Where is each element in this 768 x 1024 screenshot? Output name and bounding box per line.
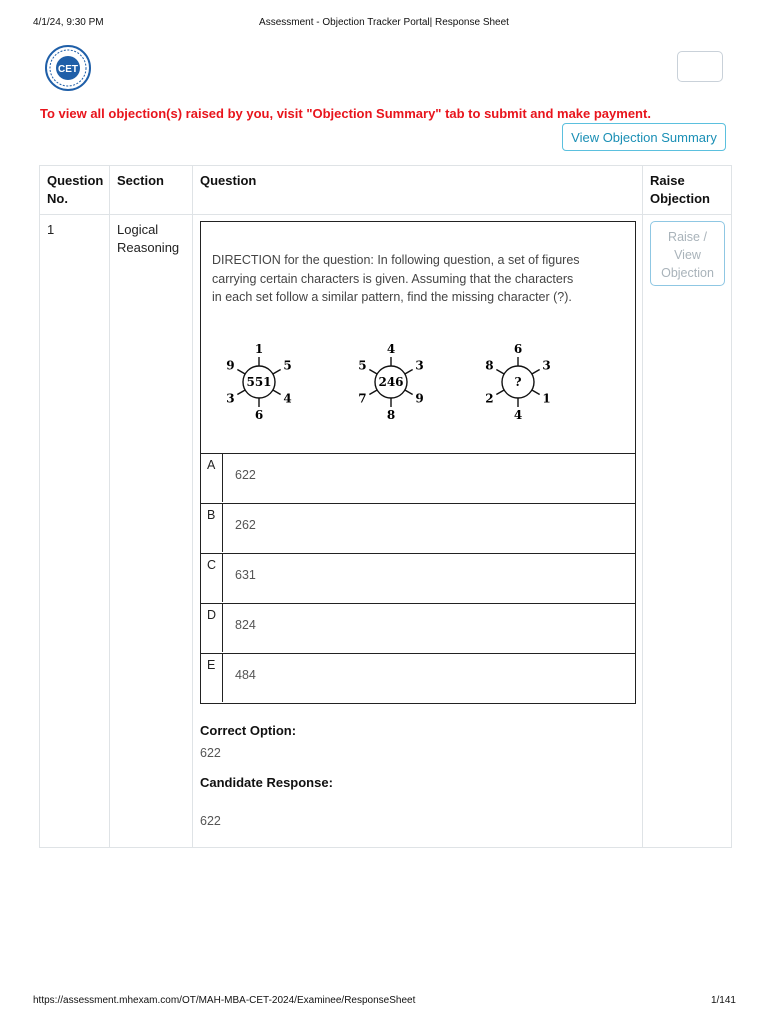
figure-label-top-left: 8 bbox=[485, 358, 494, 373]
figure-label-top-right: 5 bbox=[283, 358, 292, 373]
figure-spoke-bottom-left bbox=[496, 390, 504, 395]
raise-view-objection-button[interactable]: Raise / View Objection bbox=[650, 221, 725, 286]
print-title: Assessment - Objection Tracker Portal| Response Sheet bbox=[259, 17, 509, 28]
print-header bbox=[0, 15, 768, 31]
figure-spoke-bottom-left bbox=[369, 390, 377, 395]
question-box bbox=[200, 221, 636, 454]
option-letter: C bbox=[201, 554, 223, 602]
figure-label-bottom-right: 4 bbox=[283, 391, 292, 406]
figure-spoke-top-right bbox=[532, 370, 540, 375]
question-direction: DIRECTION for the question: In following question, a set of figures carrying certain characters is given. Assuming that the characters in each set follow a similar pattern, find the missing character (?). bbox=[212, 253, 580, 304]
header-action-box[interactable] bbox=[677, 51, 723, 82]
table-header-row bbox=[40, 166, 732, 215]
figure-label-bottom: 4 bbox=[513, 408, 523, 422]
figure-label-bottom-right: 9 bbox=[415, 391, 424, 406]
option-value: 631 bbox=[235, 568, 256, 582]
question-cell bbox=[193, 215, 643, 848]
option-b[interactable] bbox=[200, 504, 636, 554]
question-section: Logical Reasoning bbox=[110, 215, 193, 848]
print-datetime: 4/1/24, 9:30 PM bbox=[33, 17, 104, 28]
figure-label-top-right: 3 bbox=[415, 358, 424, 373]
figure-spoke-top-right bbox=[405, 370, 413, 375]
figure-label-bottom: 6 bbox=[254, 408, 264, 422]
figure-label-bottom-left: 2 bbox=[485, 391, 494, 406]
figure-label-top: 4 bbox=[386, 342, 396, 356]
figure-label-bottom: 8 bbox=[386, 408, 396, 422]
option-letter: A bbox=[201, 454, 223, 502]
figure-center-text: ? bbox=[514, 375, 522, 389]
header-section: Section bbox=[110, 166, 193, 215]
figure-center-text: 246 bbox=[378, 375, 404, 389]
correct-option-value: 622 bbox=[200, 746, 221, 760]
figure-spoke-bottom-right bbox=[532, 390, 540, 395]
option-c[interactable] bbox=[200, 554, 636, 604]
figure-spoke-bottom-left bbox=[237, 390, 245, 395]
figure-label-bottom-left: 3 bbox=[226, 391, 235, 406]
view-objection-summary-button[interactable]: View Objection Summary bbox=[562, 123, 726, 151]
response-table bbox=[39, 165, 732, 848]
figure-3 bbox=[485, 342, 551, 422]
figure-spoke-bottom-right bbox=[405, 390, 413, 395]
option-letter: B bbox=[201, 504, 223, 552]
logo-text: CET bbox=[58, 64, 78, 75]
cet-logo-icon bbox=[45, 45, 91, 91]
header-question-no: Question No. bbox=[40, 166, 110, 215]
figure-spoke-bottom-right bbox=[273, 390, 281, 395]
option-d[interactable] bbox=[200, 604, 636, 654]
correct-option-label: Correct Option: bbox=[200, 723, 297, 738]
option-e[interactable] bbox=[200, 654, 636, 704]
figure-spoke-top-left bbox=[496, 370, 504, 375]
raise-objection-cell bbox=[643, 215, 732, 848]
table-row bbox=[40, 215, 732, 848]
option-value: 262 bbox=[235, 518, 256, 532]
option-letter: E bbox=[201, 654, 223, 702]
question-number: 1 bbox=[40, 215, 110, 848]
print-page-number: 1/141 bbox=[710, 995, 736, 1006]
figure-label-top-left: 5 bbox=[358, 358, 367, 373]
candidate-response-value: 622 bbox=[200, 814, 221, 828]
option-value: 484 bbox=[235, 668, 256, 682]
option-value: 622 bbox=[235, 468, 256, 482]
figure-spoke-top-left bbox=[369, 370, 377, 375]
option-a[interactable] bbox=[200, 454, 636, 504]
figure-spoke-top-right bbox=[273, 370, 281, 375]
figure-spoke-top-left bbox=[237, 370, 245, 375]
figure-label-bottom-right: 1 bbox=[542, 391, 551, 406]
figure-center-text: 551 bbox=[246, 375, 272, 389]
figure-label-top-right: 3 bbox=[542, 358, 551, 373]
option-letter: D bbox=[201, 604, 223, 652]
figure-1 bbox=[226, 342, 292, 422]
figure-diagram bbox=[213, 334, 551, 434]
figure-label-bottom-left: 7 bbox=[358, 391, 367, 406]
option-value: 824 bbox=[235, 618, 256, 632]
figure-label-top-left: 9 bbox=[226, 358, 235, 373]
header-question: Question bbox=[193, 166, 643, 215]
figure-label-top: 1 bbox=[254, 342, 264, 356]
objection-notice: To view all objection(s) raised by you, visit "Objection Summary" tab to submit and make payment. bbox=[40, 106, 651, 121]
header-raise-objection: Raise Objection bbox=[643, 166, 732, 215]
print-url: https://assessment.mhexam.com/OT/MAH-MBA-CET-2024/Examinee/ResponseSheet bbox=[33, 995, 416, 1006]
figure-2 bbox=[358, 342, 424, 422]
print-footer bbox=[0, 995, 768, 1009]
figure-label-top: 6 bbox=[513, 342, 523, 356]
candidate-response-label: Candidate Response: bbox=[200, 775, 333, 790]
